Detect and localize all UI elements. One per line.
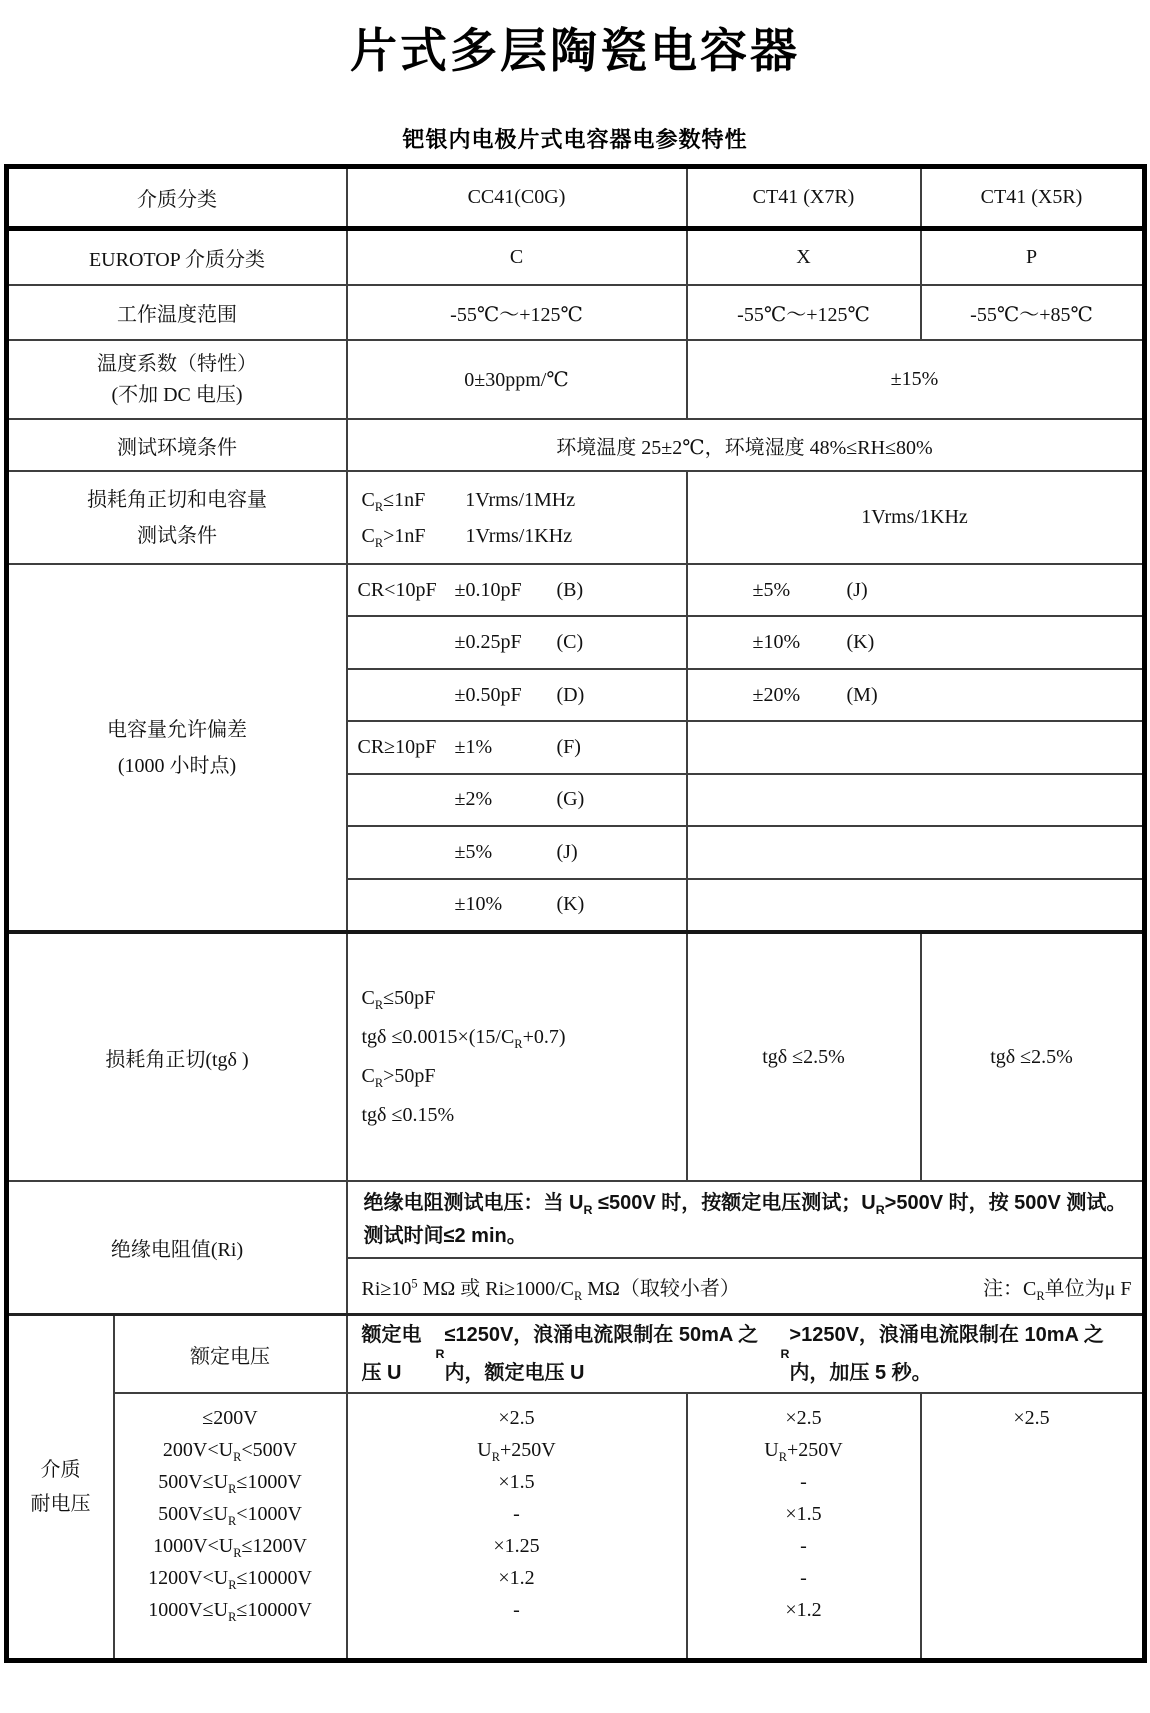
table-header-row — [9, 169, 1142, 231]
tolerance-ct41-cell — [686, 670, 1142, 720]
rated-voltage-row — [115, 1316, 1142, 1394]
tangent-ct41-x7r: tgδ ≤2.5% — [686, 934, 920, 1180]
withstand-range: $500V\le U_R\le 1000V$ — [158, 1471, 302, 1496]
tolerance-value: ±20% — [752, 683, 801, 706]
tolerance-code: (C) — [556, 631, 584, 654]
tangent-cc41-line2: $tg\delta \le 0.0015\times(15/C_R+0.7)$ — [361, 1026, 566, 1051]
withstand-value — [922, 1466, 1142, 1498]
withstand-value: ×1.25 — [493, 1535, 540, 1557]
insulation-note: 注：$C_R$单位为μ F — [983, 1277, 1132, 1303]
withstand-cc41-column — [346, 1394, 686, 1658]
withstand-value: ×2.5 — [785, 1407, 822, 1429]
withstand-x5r-column — [920, 1394, 1142, 1658]
rated-voltage-label: 额定电压 — [190, 1345, 270, 1368]
withstand-range: $1200V<U_R\le 10000V$ — [148, 1567, 312, 1592]
tolerance-cc41-cell — [346, 722, 686, 772]
loss-test-row — [9, 472, 1142, 565]
temp-range-ct41-x5r: -55℃～+85℃ — [920, 286, 1142, 339]
withstand-value: $U_R+250V$ — [477, 1439, 556, 1464]
withstand-range: $1000V<U_R\le 1200V$ — [153, 1535, 307, 1560]
tolerance-section — [9, 565, 1142, 930]
withstand-value: - — [513, 1599, 520, 1621]
withstand-label — [9, 1316, 113, 1658]
tolerance-code: (M) — [846, 683, 878, 706]
temp-range-label: 工作温度范围 — [117, 304, 237, 326]
tolerance-label-line1: 电容量允许偏差 — [107, 718, 247, 741]
tolerance-code: (K) — [846, 631, 875, 654]
tolerance-row-d — [346, 670, 1142, 722]
withstand-range-column — [115, 1394, 346, 1658]
withstand-range: $200V<U_R<500V$ — [162, 1439, 298, 1464]
tolerance-value: ±1% — [454, 735, 493, 758]
withstand-value: ×1.5 — [498, 1471, 535, 1493]
tolerance-cc41-cell — [346, 565, 686, 615]
tolerance-code: (J) — [556, 840, 578, 863]
tolerance-row-b — [346, 565, 1142, 617]
withstand-value: ×1.5 — [785, 1503, 822, 1525]
test-env-label: 测试环境条件 — [117, 436, 237, 459]
withstand-value: - — [800, 1535, 807, 1557]
tolerance-value: ±10% — [454, 893, 503, 916]
tolerance-code: (B) — [556, 578, 584, 601]
header-label: 介质分类 — [137, 189, 217, 211]
tolerance-value: ±0.25pF — [454, 631, 522, 654]
page-title: 片式多层陶瓷电容器 — [350, 24, 800, 77]
withstand-value — [922, 1530, 1142, 1562]
withstand-value — [922, 1594, 1142, 1626]
tolerance-row-c — [346, 617, 1142, 669]
table-caption: 钯银内电极片式电容器电参数特性 — [402, 127, 748, 152]
tolerance-value: ±10% — [752, 631, 801, 654]
tolerance-label-line2: (1000 小时点) — [117, 754, 237, 777]
temp-range-row — [9, 286, 1142, 341]
withstand-value: - — [800, 1567, 807, 1589]
temp-coeff-label-line2: (不加 DC 电压) — [111, 383, 243, 406]
temp-range-cc41: -55℃～+125℃ — [346, 286, 686, 339]
tolerance-ct41-cell — [686, 880, 1142, 930]
loss-test-label-line1: 损耗角正切和电容量 — [87, 488, 267, 511]
withstand-label-line2: 耐电压 — [30, 1493, 91, 1515]
temp-coeff-row — [9, 341, 1142, 420]
withstand-value: - — [800, 1471, 807, 1493]
temp-coeff-label — [9, 341, 346, 418]
withstand-value: ×2.5 — [1013, 1407, 1050, 1429]
tolerance-row-g — [346, 775, 1142, 827]
withstand-range: $500V\le U_R<1000V$ — [158, 1503, 302, 1528]
tolerance-ct41-cell — [686, 722, 1142, 772]
tolerance-cc41-cell — [346, 670, 686, 720]
rated-voltage-text: 额定电压 U R ≤1250V，浪涌电流限制在 50mA 之内，额定电压 U R >1250V，浪涌电流限制在 10mA 之内，加压 5 秒。 — [346, 1316, 1142, 1392]
tolerance-cc41-cell — [346, 775, 686, 825]
withstand-range: ≤200V — [202, 1407, 258, 1429]
withstand-section — [9, 1313, 1142, 1658]
tolerance-code: (D) — [556, 683, 585, 706]
tolerance-value: ±0.50pF — [454, 683, 522, 706]
withstand-range: $1000V\le U_R\le 10000V$ — [148, 1599, 312, 1624]
loss-test-cc41-line2: $C_R>1nF$ 1Vrms/1KHz — [361, 524, 573, 550]
eurotop-ct41-x5r: P — [920, 231, 1142, 284]
tangent-cc41-line3: $C_R>50pF$ — [361, 1065, 436, 1090]
tangent-label: 损耗角正切(tgδ ) — [105, 1048, 249, 1071]
tangent-row — [9, 930, 1142, 1182]
tolerance-row-f — [346, 722, 1142, 774]
withstand-value — [922, 1498, 1142, 1530]
insulation-section — [9, 1182, 1142, 1313]
insulation-test-line1: 绝缘电阻测试电压：当 $U_R \le 500V$ 时，按额定电压测试；$U_R>500V$ 时，按 500V 测试。 — [363, 1191, 1127, 1217]
tangent-cc41-line4: tgδ ≤0.15% — [361, 1104, 455, 1126]
insulation-formula-row — [348, 1259, 1142, 1313]
tolerance-cond: CR≥10pF — [357, 735, 437, 758]
withstand-value: ×2.5 — [498, 1407, 535, 1429]
tolerance-values — [346, 565, 1142, 930]
spec-table — [4, 164, 1147, 1663]
loss-test-cc41-line1: $C_R\le 1nF$ 1Vrms/1MHz — [361, 488, 576, 514]
tolerance-row-j — [346, 827, 1142, 879]
tolerance-value: ±5% — [454, 840, 493, 863]
tangent-cc41-line1: $C_R\le 50pF$ — [361, 987, 436, 1012]
tolerance-code: (J) — [846, 578, 868, 601]
loss-test-label — [9, 472, 346, 563]
temp-coeff-label-line1: 温度系数（特性） — [97, 352, 257, 375]
eurotop-row — [9, 231, 1142, 286]
tolerance-cc41-cell — [346, 827, 686, 877]
withstand-value: $U_R+250V$ — [764, 1439, 843, 1464]
tolerance-code: (G) — [556, 788, 585, 811]
test-env-row — [9, 420, 1142, 472]
tolerance-row-k — [346, 880, 1142, 930]
loss-test-ct41: 1Vrms/1KHz — [686, 472, 1142, 563]
tangent-cc41 — [346, 934, 686, 1180]
datasheet-page — [0, 14, 1150, 1663]
tolerance-ct41-cell — [686, 827, 1142, 877]
eurotop-cc41: C — [346, 231, 686, 284]
withstand-x7r-column — [686, 1394, 920, 1658]
tangent-ct41-x5r: tgδ ≤2.5% — [920, 934, 1142, 1180]
insulation-values — [346, 1182, 1142, 1313]
tolerance-cc41-cell — [346, 880, 686, 930]
header-ct41-x5r: CT41 (X5R) — [920, 169, 1142, 226]
withstand-value: ×1.2 — [498, 1567, 535, 1589]
tolerance-value: ±0.10pF — [454, 578, 522, 601]
temp-coeff-ct41: ±15% — [686, 341, 1142, 418]
withstand-value-grid — [115, 1394, 1142, 1658]
tolerance-value: ±2% — [454, 788, 493, 811]
withstand-value — [922, 1434, 1142, 1466]
withstand-values — [113, 1316, 1142, 1658]
header-ct41-x7r: CT41 (X7R) — [686, 169, 920, 226]
temp-coeff-cc41: 0±30ppm/℃ — [346, 341, 686, 418]
withstand-value — [922, 1562, 1142, 1594]
insulation-test-line2: 测试时间≤2 min。 — [363, 1224, 527, 1247]
tolerance-value: ±5% — [752, 578, 791, 601]
tolerance-cond: CR<10pF — [357, 578, 437, 601]
withstand-label-line1: 介质 — [40, 1459, 81, 1481]
insulation-test-voltage — [348, 1182, 1142, 1259]
eurotop-ct41-x7r: X — [686, 231, 920, 284]
withstand-value: - — [513, 1503, 520, 1525]
tolerance-cc41-cell — [346, 617, 686, 667]
tolerance-code: (F) — [556, 735, 581, 758]
header-cc41: CC41(C0G) — [346, 169, 686, 226]
tolerance-ct41-cell — [686, 775, 1142, 825]
insulation-formula: $Ri\ge 10^5$ MΩ 或 $Ri\ge 1000/C_R$ MΩ（取较小者） — [361, 1275, 740, 1303]
tolerance-code: (K) — [556, 893, 585, 916]
insulation-label: 绝缘电阻值(Ri) — [110, 1239, 244, 1261]
loss-test-cc41 — [346, 472, 686, 563]
tolerance-ct41-cell — [686, 617, 1142, 667]
loss-test-label-line2: 测试条件 — [137, 524, 217, 547]
tolerance-label — [9, 565, 346, 930]
test-env-value: 环境温度 25±2℃，环境湿度 48%≤RH≤80% — [346, 420, 1142, 470]
eurotop-label: EUROTOP 介质分类 — [88, 249, 266, 271]
withstand-value: ×1.2 — [785, 1599, 822, 1621]
tolerance-ct41-cell — [686, 565, 1142, 615]
temp-range-ct41-x7r: -55℃～+125℃ — [686, 286, 920, 339]
